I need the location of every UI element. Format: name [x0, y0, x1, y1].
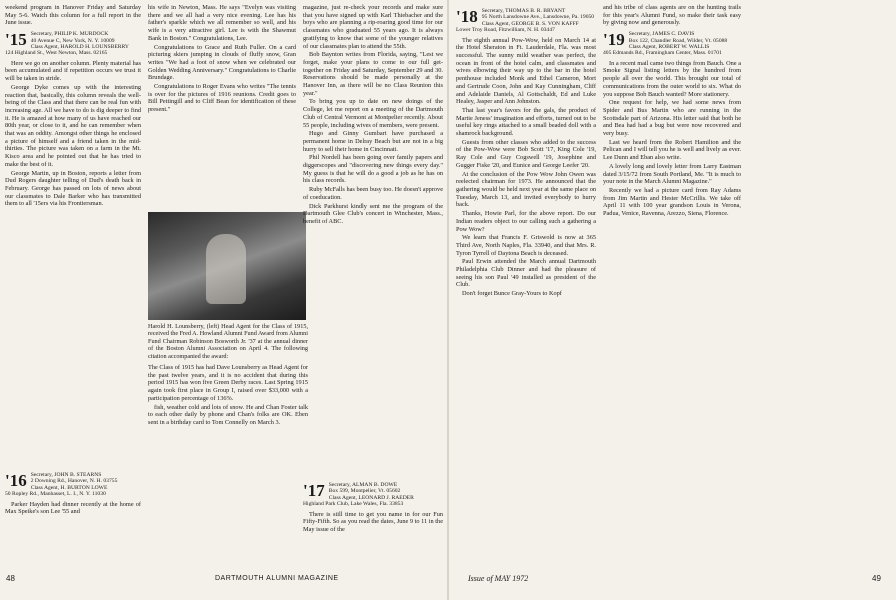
class-secretary: Secretary, JAMES C. DAVIS: [628, 31, 695, 38]
paragraph: One request for help, we had some news from Spider and Bus Martin who are running in the Scottsdale part of Arizona. His letter said that both he and Bea had had a bug but were now recovered and very busy.: [603, 99, 741, 138]
paragraph: Dick Parkhurst kindly sent me the program of the Dartmouth Glee Club's concert in Winchester, Mass., benefit of ABC.: [303, 202, 443, 225]
class-secretary: Secretary, ALMAN B. DOWE: [328, 482, 398, 488]
class-agent: Class Agent, ROBERT W. WALLIS: [628, 43, 710, 50]
paragraph: Recently we had a picture card from Ray Adams from Jim Martin and Hester McCrillis. We take off April 11 with 100 year grandson Louis in Verona, Padua, Venice, Ravenna, Arezzo, Siena, Florence.: [603, 186, 741, 218]
page-number-right: 49: [872, 574, 881, 583]
class-agent-address: 50 Ropley Rd., Manhasset, L. I., N. Y. 11030: [5, 491, 106, 498]
paragraph: Hugo and Ginny Gumbart have purchased a permanent home in Delray Beach but are not in a big hurry to sell their home in Cincinnati.: [303, 130, 443, 153]
paragraph: Parker Hayden had dinner recently at the home of Max Speike's son Lee '55 and: [5, 500, 141, 516]
paragraph: A lovely long and lovely letter from Larry Eastman dated 3/15/72 from South Portland, Me. "It is much to your note in the March Alumni Magazine.": [603, 162, 741, 186]
class-year: '15: [5, 30, 27, 50]
paragraph: We learn that Francis F. Griswold is now at 365 Third Ave, North Naples, Fla. 33940, and that Mrs. R. Tyron Tyrrell of Daytona Beach is deceased.: [456, 234, 596, 257]
paragraph: Guests from other classes who added to the success of the Pow-Wow were Bob Scott '17, King Cole '19, Ray Cole and Guy Cogswell '19, Josephine and Gugger Fiske '20, and Eunice and George Leefer '20.: [456, 138, 596, 169]
class-secretary: Secretary, THOMAS B. R. BRYANT: [481, 8, 566, 14]
class-year: '18: [456, 7, 478, 26]
class-header-17: [303, 482, 443, 508]
photo-block: [148, 212, 308, 428]
class-secretary: Secretary, PHILIP K. MURDOCK: [30, 31, 109, 38]
paragraph: That last year's favors for the gals, the product of Martie Jeness' imagination and efforts, turned out to be useful key rings attached to a small beaded doll with a shamrock background.: [456, 106, 596, 138]
paragraph: Don't forget Bunce Gray-Yours to Kopf: [462, 290, 562, 298]
class-agent: Class Agent, H. BURTON LOWE: [30, 484, 108, 491]
paragraph: Last we heard from the Robert Hamilton and the Pelican and I will tell you he is well and lively as ever. Lee Dunn and Eban also write.: [603, 138, 741, 162]
class-address: 2 Downing Rd., Hanover, N. H. 03755: [30, 478, 118, 485]
class-block-16: [5, 468, 141, 517]
paragraph: Thanks, Howie Parl, for the above report. Do our Indian readers object to our calling such a gathering a Pow Wow?: [456, 210, 596, 233]
right-column-1: [456, 4, 596, 299]
class-block-17: [303, 478, 443, 535]
left-column-3: [303, 4, 443, 227]
paragraph: The Class of 1915 has had Dave Lounsberry as Head Agent for the past twelve years, and it is no accident that during this period 1915 has won five Green Derby races. Last Spring 1915 again took first place in Group I, raised over $33,000 with a participation percentage of 136%.: [148, 364, 308, 402]
class-address: Box 599, Montpelier, Vt. 05602: [328, 488, 401, 495]
photo-caption: Harold H. Lounsberry, (left) Head Agent for the Class of 1915, received the Fred A. Howland Alumni Fund Award from Alumni Fund Chairman Robinson Bosworth Jr. '37 at the annual dinner of the Boston Alumni Association on April 4. The following citation accompanied the award:: [148, 323, 308, 360]
paragraph: George Dyke comes up with the interesting reaction that, basically, this column reveals the well-being of the Class and that there can be real fun with increasing age. All we have to do is dig deeper to find it. He is amazed at how many of us have reached our 80th year, or close to it, and he can remember when that was an oddity. Amongst other things he enclosed a picture of himself and a friend taken in the mid-thirties. The picture was taken on a farm in the Mt. Kisco area and he pointed out that he has tried to make the best of it.: [5, 83, 141, 168]
class-agent: Class Agent, LEONARD J. RAEDER: [328, 494, 414, 501]
class-header-19: [603, 31, 741, 57]
magazine-title: DARTMOUTH ALUMNI MAGAZINE: [215, 575, 339, 582]
class-agent-address: 124 Highland St., West Newton, Mass. 02165: [5, 50, 108, 57]
class-year: '19: [603, 30, 625, 50]
paragraph: There is still time to get you name in for our Fun Fifty-Fifth. So as you read the dates, June 9 to 11 in the May issue of the: [303, 510, 443, 534]
lounsberry-photo: [148, 212, 306, 320]
class-agent-address: Lower Troy Road, Fitzwilliam, N. H. 03447: [456, 27, 555, 34]
issue-label: Issue of MAY 1972: [468, 574, 529, 583]
page-gutter: [447, 0, 449, 600]
class-address: 95 North Lansdowne Ave., Lansdowne, Pa. 19050: [481, 14, 595, 21]
paragraph: At the conclusion of the Pow Wow John Owen was reelected chairman for 1973. He announced that the gathering would be held next year at the same place on Tuesday, March 13, and invited everybody to hurry back.: [456, 170, 596, 209]
class-year: '16: [5, 471, 27, 490]
paragraph: Ruby McFalls has been busy too. He doesn't approve of coeducation.: [303, 186, 443, 201]
left-column-2: [148, 4, 296, 115]
class-secretary: Secretary, JOHN B. STEARNS: [30, 472, 102, 478]
class-header-16: [5, 472, 141, 498]
paragraph: George Martin, up in Boston, reports a letter from Dud Rogers daughter telling of Dud's death back in February. George has passed on lots of news about our classmates to Dale Barker who has transmitted them to all '15ers via his Frontiersman.: [5, 169, 141, 208]
paragraph: Paul Erwin attended the March annual Dartmouth Philadelphia Club Dinner and had the pleasure of seeing his son Paul '49 installed as president of the Club.: [456, 258, 596, 289]
paragraph: Congratulations to Roger Evans who writes "The tennis is over for the pictures of 1916 reunions. Credit goes to Bill Pettingill and to Cliff Bean for identification of these present.": [148, 83, 296, 114]
paragraph: magazine, just re-check your records and make sure that you have signed up with Karl Thiebacher and the boys who are planning a rip-roaring good time for our classmates who graduated 55 years ago. It is always gratifying to know that some of the younger relatives of our classmates plan to attend the 55th.: [303, 4, 443, 50]
page-number-left: 48: [6, 574, 15, 583]
paragraph: Here we go on another column. Plenty material has been accumulated and if repetition occurs we trust it will be taken in stride.: [5, 59, 141, 83]
left-column-1: [5, 4, 141, 209]
paragraph: Bob Baynton writes from Florida, saying, "Lest we forget, make your plans to come to our full get-together on Friday and Saturday, September 29 and 30. Reservations should be made personally at the Hanover Inn, as there will be no Class Reunion this year.": [303, 51, 443, 97]
class-agent-address: 405 Edmands Rd., Framingham Center, Mass. 01701: [603, 50, 722, 57]
paragraph: Congratulations to Grace and Ruth Fuller. On a card picturing skiers jumping in clouds of fluffy snow, Gran writes "We had a foot of snow when we celebrated our Golden Wedding Anniversary." Congratulations to Charlie Brundage.: [148, 43, 296, 82]
class-agent-address: Highland Park Club, Lake Wales, Fla. 33853: [303, 501, 404, 508]
intro-text: weekend program in Hanover Friday and Saturday May 5-6. Watch this column for a full report in the June issue.: [5, 4, 141, 27]
class-year: '17: [303, 481, 325, 500]
paragraph: Phil Nordell has been going over family papers and diggerscopes and "discovering new things every day." My guess is that he will do a good a job as he has on his class records.: [303, 154, 443, 185]
class-address: Box 122, Chandler Road, Wilder, Vt. 05088: [628, 37, 728, 44]
class-header-18: [456, 8, 596, 34]
paragraph: fish, weather cold and lots of snow. He and Chan Foster talk to each other daily by phone and Chan's folks are OK. Eben sent in a birthday card to Tom Connelly on March 3.: [148, 403, 308, 426]
paragraph: The eighth annual Pow-Wow, held on March 14 at the Hotel Sheraton in Ft. Lauderdale, Fla. was most successful. The sunny mild weather was perfect, the ocean in front of the hotel calm, and classmates and wives elbowing their way up to the bar in the hotel penthouse included Monk and Ethel Cameron, Mort and Gertrude Coon, John and Kay Cunningham, Cliff and Adelaide Daniels, Al Gottschaldt, Ed and Luke Healey, Jasper and Ann Johnston.: [456, 36, 596, 106]
class-header-15: [5, 31, 141, 57]
class-agent: Class Agent, HAROLD H. LOUNSBERRY: [30, 43, 129, 50]
class-agent: Class Agent, GEORGE B. S. VON KAFFF: [481, 20, 579, 27]
intro-text: and his tribe of class agents are on the hunting trails for this year's Alumni Fund, so make their task easy by giving now and generously.: [603, 4, 741, 27]
class-address: 40 Avenue C, New York, N. Y. 10009: [30, 37, 115, 44]
paragraph: To bring you up to date on new doings of the College, let me report on a meeting of the Dartmouth Club of Central Vermont at Montpelier recently. About 55 people, including wives of members, were present.: [303, 98, 443, 129]
paragraph: In a recent mail came two things from Bauch. One a Smoke Signal listing letters by the hundred from people all over the world. This brought our total of communications from the outer world to six. What do you suppose Bob Bauch wanted? More stationery.: [603, 59, 741, 98]
paragraph: his wife in Newton, Mass. He says "Evelyn was visiting there and we all had a very nice evening. Lee has his father's sparkle which we all remember so well, and his wife is a very attractive girl. Lee is with the Shawmut Bank in Boston." Congratulations, Lee.: [148, 4, 296, 42]
right-column-2: [603, 4, 741, 219]
